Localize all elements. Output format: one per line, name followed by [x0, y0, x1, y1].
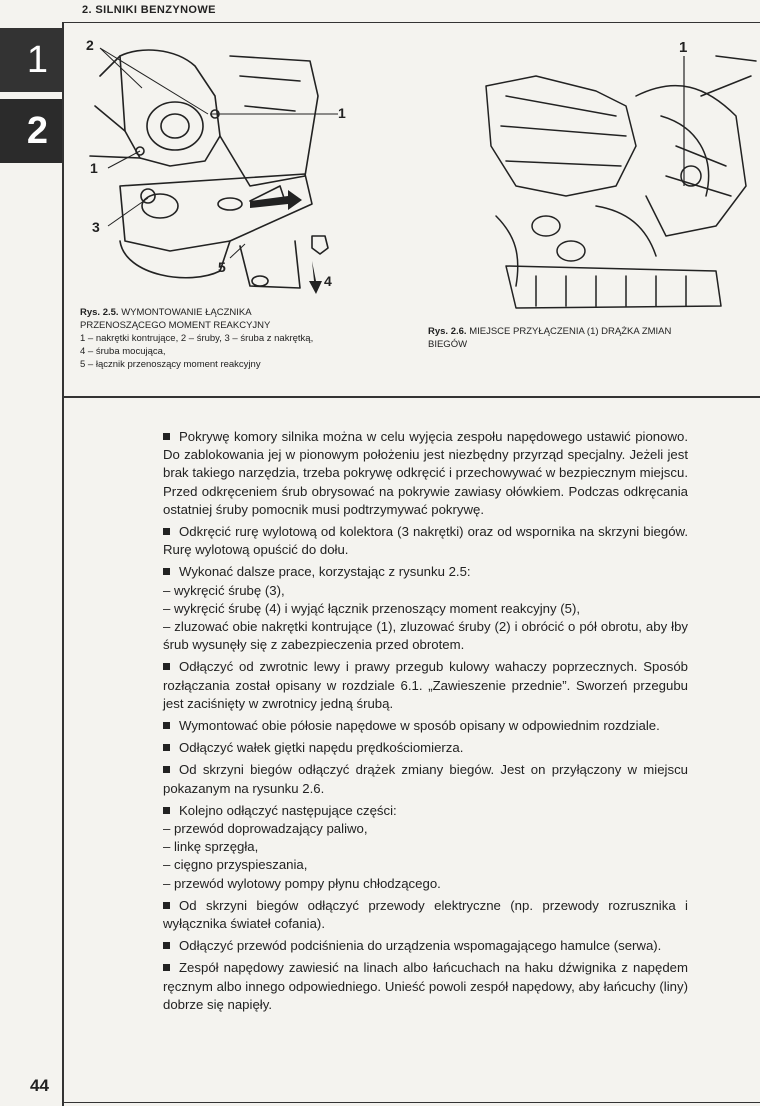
caption-number: Rys. 2.6. — [428, 326, 467, 337]
paragraph — [163, 761, 688, 797]
page-number: 44 — [30, 1076, 49, 1095]
list-item: – linkę sprzęgła, — [163, 839, 259, 855]
bullet-square-icon — [163, 964, 170, 971]
callout-1-right: 1 — [338, 105, 346, 121]
bullet-square-icon — [163, 902, 170, 909]
list-item: – przewód wylotowy pompy płynu chłodzącego. — [163, 875, 441, 891]
legend-line: 4 – śruba mocująca, — [80, 346, 166, 357]
bullet-square-icon — [163, 663, 170, 670]
paragraph-text: Od skrzyni biegów odłączyć drążek zmiany biegów. Jest on przyłączony w miejscu pokazanym na rysunku 2.6. — [163, 762, 688, 796]
paragraph — [163, 428, 688, 519]
caption-number: Rys. 2.5. — [80, 307, 119, 318]
body-text — [163, 428, 688, 1018]
callout-4: 4 — [324, 273, 332, 289]
paragraph — [163, 802, 688, 893]
chapter-tab-2: 2 — [0, 99, 62, 163]
paragraph — [163, 739, 688, 757]
bullet-square-icon — [163, 722, 170, 729]
paragraph — [163, 563, 688, 654]
section-title: 2. SILNIKI BENZYNOWE — [82, 4, 216, 16]
figure-2-6-drawing — [476, 36, 760, 314]
bullet-square-icon — [163, 807, 170, 814]
figure-2-5 — [80, 36, 350, 298]
callout-3: 3 — [92, 219, 100, 235]
paragraph — [163, 523, 688, 559]
bullet-square-icon — [163, 433, 170, 440]
callout-1: 1 — [679, 39, 688, 56]
list-item: – zluzować obie nakrętki kontrujące (1), zluzować śruby (2) i obrócić o pół obrotu, aby łby śrub wysunęły się z zabezpieczenia przed obrotem. — [163, 619, 688, 653]
paragraph — [163, 959, 688, 1014]
bottom-rule — [62, 1102, 760, 1103]
caption-title-line: MIEJSCE PRZYŁĄCZENIA (1) DRĄŻKA ZMIAN — [469, 326, 672, 337]
caption-title-line: WYMONTOWANIE ŁĄCZNIKA — [121, 307, 252, 318]
list-item: – cięgno przyspieszania, — [163, 857, 308, 873]
callout-2: 2 — [86, 37, 94, 53]
callout-1-left: 1 — [90, 160, 98, 176]
paragraph-text: Odłączyć wałek giętki napędu prędkościomierza. — [163, 739, 688, 757]
bullet-square-icon — [163, 766, 170, 773]
paragraph-text: Odkręcić rurę wylotową od kolektora (3 nakrętki) oraz od wspornika na skrzyni biegów. Rurę wylotową opuścić do dołu. — [163, 524, 688, 558]
figure-2-6-caption — [428, 325, 760, 351]
paragraph-text: Wymontować obie półosie napędowe w sposób opisany w odpowiednim rozdziale. — [163, 717, 688, 735]
bullet-square-icon — [163, 942, 170, 949]
paragraph-text: Odłączyć od zwrotnic lewy i prawy przegub kulowy wahaczy poprzecznych. Sposób rozłączania został opisany w rozdziale 6.1. „Zawieszenie przednie”. Sworzeń przegubu jest zaciśnięty w zwrotnicy jedną śrubą. — [163, 659, 688, 711]
paragraph-text: Zespół napędowy zawiesić na linach albo łańcuchach na haku dźwignika z napędem ręcznym albo innego odpowiedniego. Unieść powoli zespół napędowy, aby łańcuchy (liny) dobrze się napięły. — [163, 960, 688, 1012]
callout-5: 5 — [218, 259, 226, 275]
paragraph — [163, 717, 688, 735]
paragraph-text: Od skrzyni biegów odłączyć przewody elektryczne (np. przewody rozrusznika i wyłącznika świateł cofania). — [163, 897, 688, 932]
paragraph — [163, 658, 688, 713]
figure-2-6 — [476, 36, 760, 314]
list-item: – wykręcić śrubę (3), — [163, 582, 285, 598]
bullet-square-icon — [163, 744, 170, 751]
figure-2-5-caption — [80, 306, 370, 371]
legend-line: 5 – łącznik przenoszący moment reakcyjny — [80, 359, 261, 370]
paragraph-text: Wykonać dalsze prace, korzystając z rysunku 2.5: — [163, 563, 688, 581]
paragraph — [163, 937, 688, 955]
paragraph — [163, 897, 688, 933]
bullet-square-icon — [163, 568, 170, 575]
paragraph-text: Pokrywę komory silnika można w celu wyjęcia zespołu napędowego ustawić pionowo. Do zablokowania jej w pionowym położeniu jest niezbędny przyrząd specjalny. Jeżeli jest brak takiego narzędzia, trzeba pokrywę odkręcić i przechowywać w bezpiecznym miejscu. Przed odkręceniem śrub obrysować na pokrywie zawiasy ołówkiem. Podczas odkręcania ostatniej śruby pomocnik musi podtrzymywać pokrywę. — [163, 429, 688, 517]
list-item: – wykręcić śrubę (4) i wyjąć łącznik przenoszący moment reakcyjny (5), — [163, 600, 580, 616]
caption-title-line: BIEGÓW — [428, 339, 468, 350]
list-item: – przewód doprowadzający paliwo, — [163, 821, 368, 837]
page-header — [62, 0, 760, 23]
chapter-tab-1: 1 — [0, 28, 62, 92]
caption-title-line: PRZENOSZĄCEGO MOMENT REAKCYJNY — [80, 320, 271, 331]
margin-rule — [62, 22, 64, 1106]
paragraph-text: Kolejno odłączyć następujące części: — [163, 802, 688, 820]
paragraph-text: Odłączyć przewód podciśnienia do urządzenia wspomagającego hamulce (serwa). — [163, 937, 688, 955]
section-divider — [62, 396, 760, 398]
bullet-square-icon — [163, 528, 170, 535]
figure-2-5-drawing — [80, 36, 350, 298]
legend-line: 1 – nakrętki kontrujące, 2 – śruby, 3 – śruba z nakrętką, — [80, 333, 314, 344]
